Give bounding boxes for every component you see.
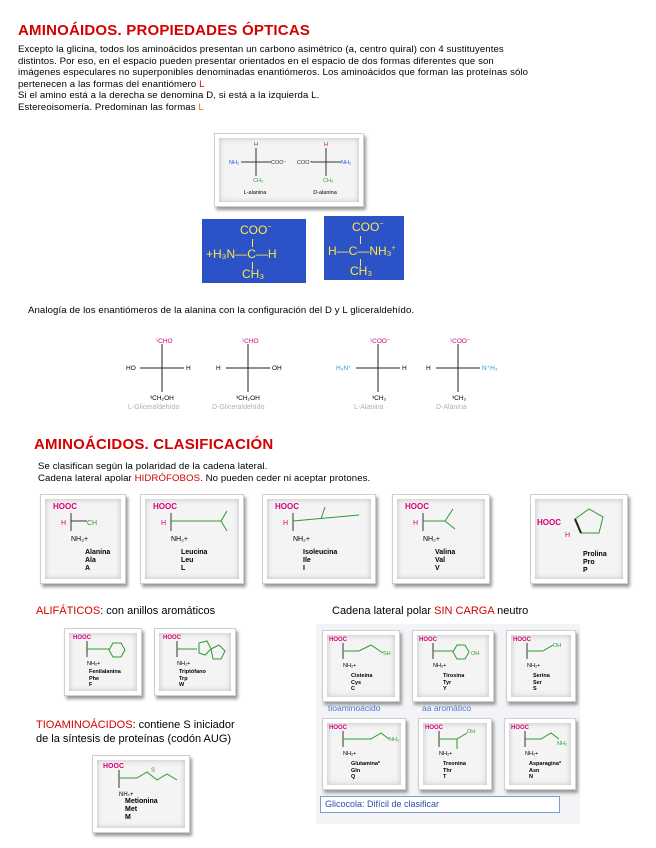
amine-row-d: H—C—NH₃+ <box>328 244 396 258</box>
svg-text:H: H <box>402 365 407 372</box>
aa-box-metionina <box>92 755 190 833</box>
classification-line-2: Cadena lateral apolar HIDRÓFOBOS. No pueden ceder ni aceptar protones. <box>38 472 371 484</box>
treonina-label: Treonina Thr T <box>443 761 466 780</box>
asparagina-label: Asparagina* Asn N <box>529 761 562 780</box>
glutamina-structure-icon <box>323 719 405 759</box>
svg-text:NH₂+: NH₂+ <box>293 536 310 543</box>
valina-structure-icon <box>393 495 489 545</box>
svg-text:³CH₃: ³CH₃ <box>452 395 467 402</box>
svg-text:HOOC: HOOC <box>275 502 299 511</box>
svg-text:H: H <box>283 520 289 527</box>
svg-text:H: H <box>216 365 221 372</box>
svg-text:OH: OH <box>553 643 562 649</box>
aa-box-leucina <box>140 494 244 584</box>
glicocola-note: Glicocola: Difícil de clasificar <box>320 796 560 813</box>
svg-text:HOOC: HOOC <box>53 502 77 511</box>
cisteina-label: Cisteína Cys C <box>351 673 373 692</box>
svg-text:NH₂+: NH₂+ <box>527 663 541 669</box>
para-line-1: Excepto la glicina, todos los aminoácidos presentan un carbono asimétrico (a, centro quiral) con 4 sustituyentes <box>18 44 504 55</box>
svg-text:¹CHO: ¹CHO <box>156 338 173 345</box>
polar-heading: Cadena lateral polar SIN CARGA neutro <box>332 605 529 617</box>
svg-text:H₃N⁺: H₃N⁺ <box>336 365 352 372</box>
fenilalanina-structure-icon <box>65 629 141 669</box>
aa-box-isoleucina <box>262 494 376 584</box>
svg-text:H: H <box>426 365 431 372</box>
svg-text:CH: CH <box>87 520 98 527</box>
svg-text:H: H <box>413 520 419 527</box>
svg-text:NH₂+: NH₂+ <box>439 751 453 757</box>
valina-label: Valina Val V <box>435 549 456 572</box>
prolina-label: Prolina Pro P <box>583 551 607 574</box>
svg-text:H: H <box>254 142 258 148</box>
aa-box-treonina <box>418 718 492 790</box>
svg-text:³CH₂OH: ³CH₂OH <box>236 395 260 402</box>
aa-box-glutamina <box>322 718 406 790</box>
svg-text:HOOC: HOOC <box>513 637 531 643</box>
svg-text:NH₂: NH₂ <box>389 737 400 743</box>
svg-text:HOOC: HOOC <box>537 518 561 527</box>
metionina-label: Metionina Met M <box>125 798 158 821</box>
alanine-enantiomers-box <box>214 133 364 207</box>
tirosina-label: Tirosina Tyr Y <box>443 673 465 692</box>
svg-text:CH₃: CH₃ <box>323 178 334 184</box>
coo-label-l: COO− <box>240 223 272 237</box>
d-alanina-label: D-alanina <box>313 190 337 196</box>
aa-box-serina <box>506 630 576 702</box>
svg-text:HOOC: HOOC <box>329 637 347 643</box>
svg-text:OH: OH <box>471 651 480 657</box>
svg-text:H: H <box>61 520 67 527</box>
alifaticos-heading: ALIFÁTICOS: con anillos aromáticos <box>36 605 216 617</box>
svg-text:H: H <box>186 365 191 372</box>
svg-text:S: S <box>151 768 156 774</box>
svg-text:NH₂+: NH₂+ <box>433 663 447 669</box>
svg-text:H: H <box>324 142 328 148</box>
prolina-structure-icon <box>531 495 627 551</box>
ch3-label-l: CH₃ <box>242 267 265 281</box>
svg-text:NH₂+: NH₂+ <box>87 661 101 667</box>
aa-box-fenilalanina <box>64 628 142 696</box>
treonina-structure-icon <box>419 719 491 759</box>
classification-line-1: Se clasifican según la polaridad de la cadena lateral. <box>38 461 268 472</box>
glutamina-label: Glutamina* Gln Q <box>351 761 381 780</box>
triptofano-structure-icon <box>155 629 235 669</box>
svg-text:SH: SH <box>383 651 391 657</box>
svg-text:HOOC: HOOC <box>153 502 177 511</box>
svg-text:NH₂+: NH₂+ <box>119 792 134 796</box>
aa-box-alanina <box>40 494 126 584</box>
leucina-structure-icon <box>141 495 243 545</box>
para-line-3: imágenes especulares no superponibles denominadas enantiómeros. Los aminoácidos que forman las proteínas sólo <box>18 67 529 78</box>
svg-text:NH₂: NH₂ <box>557 741 568 747</box>
isoleucina-label: Isoleucina Ile I <box>303 549 338 572</box>
serina-label: Serina Ser S <box>533 673 550 692</box>
d-alanine-blue-card <box>324 216 404 280</box>
svg-text:HOOC: HOOC <box>329 725 347 731</box>
svg-text:³CH₃: ³CH₃ <box>372 395 387 402</box>
fenilalanina-label: Fenilalanina Phe F <box>89 669 121 688</box>
bond-line <box>252 239 253 247</box>
tirosina-structure-icon <box>413 631 493 671</box>
svg-text:NH₂+: NH₂+ <box>171 536 188 543</box>
svg-text:NH₂: NH₂ <box>341 160 352 166</box>
alanina-structure-icon <box>41 495 125 545</box>
svg-text:HO: HO <box>126 365 136 372</box>
svg-text:HOOC: HOOC <box>419 637 437 643</box>
l-alanine-blue-card <box>202 219 306 283</box>
svg-text:NH₂+: NH₂+ <box>343 663 357 669</box>
leucina-label: Leucina Leu L <box>181 549 208 572</box>
triptofano-label: Triptófano Trp W <box>179 669 206 688</box>
metionina-structure-icon <box>93 756 189 796</box>
para-line-iso: Estereoisomería. Predominan las formas L <box>18 101 204 113</box>
svg-text:HOOC: HOOC <box>73 635 91 641</box>
l-gliceraldehido-label: L-Gliceraldehído <box>128 404 180 411</box>
coo-label-d: COO− <box>352 220 384 234</box>
para-line-2: distintos. Por eso, en el espacio pueden presentar orientados en el espacio de dos formas diferentes que son <box>18 55 494 67</box>
svg-text:NH₂+: NH₂+ <box>423 536 440 543</box>
section-title-classification: AMINOÁCIDOS. CLASIFICACIÓN <box>34 436 274 453</box>
svg-text:NH₂+: NH₂+ <box>177 661 191 667</box>
para-line-4: pertenecen a las formas del enantiómero L <box>18 78 205 90</box>
ch3-label-d: CH₃ <box>350 264 373 278</box>
svg-text:NH₂: NH₂ <box>229 160 240 166</box>
svg-text:NH₂+: NH₂+ <box>525 751 539 757</box>
svg-text:H: H <box>565 532 571 539</box>
amine-row-l: +H₃N—C—H <box>206 247 277 261</box>
svg-text:COO⁻: COO⁻ <box>271 160 287 166</box>
classification-text <box>38 461 370 484</box>
svg-text:OH: OH <box>272 365 282 372</box>
bond-line <box>360 236 361 244</box>
svg-text:CH₃: CH₃ <box>253 178 264 184</box>
serina-structure-icon <box>507 631 575 671</box>
svg-text:COO⁻: COO⁻ <box>297 160 313 166</box>
hidrofobos-label: HIDRÓFOBOS <box>134 472 201 484</box>
l-alanina-label: L-alanina <box>243 190 267 196</box>
isoleucina-structure-icon <box>263 495 375 545</box>
optical-paragraph <box>18 44 648 113</box>
aa-box-asparagina <box>504 718 576 790</box>
l-letter: L <box>199 78 205 90</box>
svg-text:NH₃+: NH₃+ <box>71 536 89 543</box>
svg-text:NH₂+: NH₂+ <box>343 751 357 757</box>
svg-text:¹COO⁻: ¹COO⁻ <box>450 338 471 345</box>
svg-text:N⁺H₃: N⁺H₃ <box>482 365 498 372</box>
svg-text:OH: OH <box>467 729 476 735</box>
para-line-d: Si el amino está a la derecha se denomina D, si está a la izquierda L. <box>18 90 320 101</box>
l-alanina-glyc-label: L-Alanina <box>354 404 384 411</box>
analogy-caption: Analogía de los enantiómeros de la alanina con la configuración del D y L gliceraldehído. <box>28 305 415 316</box>
svg-text:H: H <box>161 520 167 527</box>
aa-box-tirosina <box>412 630 494 702</box>
svg-text:¹COO⁻: ¹COO⁻ <box>370 338 391 345</box>
aa-box-triptofano <box>154 628 236 696</box>
svg-text:HOOC: HOOC <box>511 725 529 731</box>
aa-box-valina <box>392 494 490 584</box>
cisteina-structure-icon <box>323 631 399 671</box>
tioaminoacidos-heading: TIOAMINOÁCIDOS: contiene S iniciador de la síntesis de proteínas (codón AUG) <box>36 719 235 745</box>
svg-text:³CH₂OH: ³CH₂OH <box>150 395 174 402</box>
svg-text:HOOC: HOOC <box>405 502 429 511</box>
d-gliceraldehido-label: D-Gliceraldehído <box>212 404 265 411</box>
l-letter-orange: L <box>198 101 204 113</box>
asparagina-structure-icon <box>505 719 575 759</box>
d-alanina-glyc-label: D-Alanina <box>436 404 467 411</box>
svg-text:HOOC: HOOC <box>103 763 124 770</box>
aa-box-prolina <box>530 494 628 584</box>
svg-text:HOOC: HOOC <box>425 725 443 731</box>
svg-text:¹CHO: ¹CHO <box>242 338 259 345</box>
aromatico-note: aa aromático <box>422 703 472 713</box>
aa-box-cisteina <box>322 630 400 702</box>
alanina-label: Alanina Ala A <box>85 549 111 572</box>
section-title-optical: AMINOÁIDOS. PROPIEDADES ÓPTICAS <box>18 22 311 39</box>
tioaminoacido-note: tioaminoácido <box>328 703 381 713</box>
svg-text:HOOC: HOOC <box>163 635 181 641</box>
